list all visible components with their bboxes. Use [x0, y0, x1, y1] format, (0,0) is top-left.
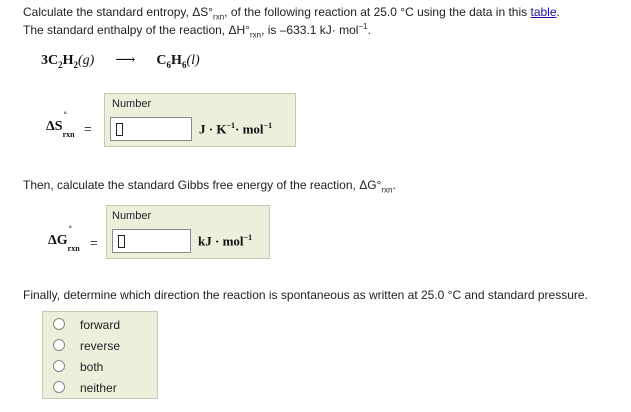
choice-forward[interactable]: forward — [43, 315, 157, 335]
gibbs-unit: kJ · mol$^{-1}$ — [198, 233, 253, 249]
entropy-equals: = — [84, 121, 92, 136]
table-link[interactable]: table — [530, 5, 557, 19]
gibbs-number-box — [106, 205, 270, 259]
reaction-equation: $3C_2H_2(g)$ ⟶ $C_6H_6(l)$ — [41, 53, 200, 70]
radio-button[interactable] — [53, 360, 65, 372]
radio-button[interactable] — [53, 381, 65, 393]
direction-prompt: Finally, determine which direction the reaction is spontaneous as written at 25.0 °C and standard pressure. — [23, 288, 588, 302]
text-caret — [116, 123, 123, 136]
gibbs-number-label: Number — [112, 210, 152, 222]
choice-reverse[interactable]: reverse — [43, 336, 157, 356]
text-caret — [118, 235, 125, 248]
direction-choices — [42, 311, 158, 399]
gibbs-input[interactable] — [112, 229, 191, 253]
gibbs-prompt: Then, calculate the standard Gibbs free energy of the reaction, $\Delta G^\circ_{rxn}$. — [23, 178, 396, 195]
entropy-unit: $J \cdot K^{-1}\cdot mol^{-1}$ — [199, 121, 273, 137]
entropy-symbol: ΔS ° $_{rxn}$ — [46, 110, 75, 139]
radio-button[interactable] — [53, 339, 65, 351]
gibbs-equals: = — [90, 235, 98, 250]
choice-both[interactable]: both — [43, 357, 157, 377]
intro-line-2: The standard enthalpy of the reaction, $\Delta H^\circ_{rxn}$, is –633.1 kJ· mol$^{-1}$. — [23, 22, 371, 40]
radio-button[interactable] — [53, 318, 65, 330]
gibbs-symbol: ΔG ° $_{rxn}$ — [48, 224, 80, 253]
intro-line-1: Calculate the standard entropy, $\Delta S^\circ_{rxn}$, of the following reaction at 25.0 °C using the data in this table. — [23, 5, 560, 22]
entropy-number-label: Number — [112, 98, 152, 110]
choice-neither[interactable]: neither — [43, 378, 157, 398]
entropy-input[interactable] — [110, 117, 192, 141]
reaction-arrow: ⟶ — [115, 53, 136, 68]
entropy-number-box — [104, 93, 296, 147]
